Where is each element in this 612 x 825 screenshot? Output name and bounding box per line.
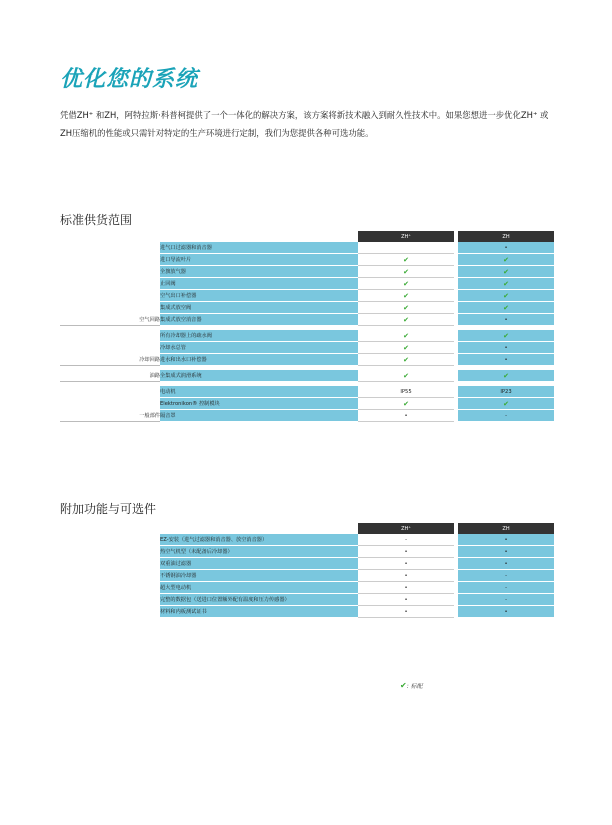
zh-plus-value: •	[358, 606, 454, 618]
options-section-title: 附加功能与可选件	[60, 502, 157, 516]
table-row	[60, 594, 554, 606]
zh-plus-value	[358, 354, 454, 366]
row-label: 集成式放空消音器	[160, 314, 358, 326]
row-label: 止回阀	[160, 278, 358, 290]
row-label: 隔音罩	[160, 410, 358, 422]
zh-plus-value	[358, 242, 454, 254]
zh-value	[458, 290, 554, 302]
zh-value: •	[458, 354, 554, 366]
zh-value	[458, 278, 554, 290]
zh-value	[458, 330, 554, 342]
zh-value	[458, 266, 554, 278]
zh-plus-value: •	[358, 582, 454, 594]
options-col-zh-plus: ZH⁺	[358, 523, 454, 534]
zh-value	[458, 398, 554, 410]
options-col-zh: ZH	[458, 523, 554, 534]
table-row	[60, 410, 554, 422]
group-label	[60, 254, 160, 266]
table-row	[60, 342, 554, 354]
header-blank	[160, 231, 358, 242]
zh-plus-value: IP55	[358, 386, 454, 398]
group-label	[60, 278, 160, 290]
zh-value: -	[458, 582, 554, 594]
group-label	[60, 398, 160, 410]
row-label: EZ-安装（进气过滤器和消音器、放空消音器）	[160, 534, 358, 546]
check-icon: ✔	[400, 681, 407, 690]
standard-scope-table	[60, 231, 554, 422]
zh-plus-value: •	[358, 570, 454, 582]
group-label	[60, 342, 160, 354]
group-label	[60, 534, 160, 546]
zh-value: -	[458, 594, 554, 606]
group-label	[60, 570, 160, 582]
row-label: 完整的数据包（送进口位置额外配有温度和压力传感器）	[160, 594, 358, 606]
row-label: 全旗放气器	[160, 266, 358, 278]
check-icon: ✔	[403, 279, 409, 288]
check-icon: ✔	[403, 255, 409, 264]
group-label: 空气回路	[60, 314, 160, 326]
group-label	[60, 330, 160, 342]
check-icon: ✔	[403, 355, 409, 364]
row-label: 进口导流叶片	[160, 254, 358, 266]
group-label	[60, 546, 160, 558]
options-table	[60, 523, 554, 618]
zh-plus-value	[358, 254, 454, 266]
table-row	[60, 398, 554, 410]
row-label: 超大型电动机	[160, 582, 358, 594]
row-label: 所有冷却器上的疏水阀	[160, 330, 358, 342]
zh-value: •	[458, 242, 554, 254]
table-row	[60, 546, 554, 558]
check-icon: ✔	[403, 343, 409, 352]
row-label: 双重油过滤器	[160, 558, 358, 570]
standard-header-row	[60, 231, 554, 242]
zh-value: •	[458, 534, 554, 546]
check-icon: ✔	[403, 315, 409, 324]
row-label: 不锈钢油冷却器	[160, 570, 358, 582]
zh-value: •	[458, 342, 554, 354]
table-row	[60, 330, 554, 342]
group-label	[60, 290, 160, 302]
page-title: 优化您的系统	[60, 67, 199, 92]
row-label: 进气口过滤器和消音器	[160, 242, 358, 254]
table-row	[60, 242, 554, 254]
zh-plus-value	[358, 302, 454, 314]
check-icon: ✔	[403, 399, 409, 408]
row-label: 冷却水总管	[160, 342, 358, 354]
check-icon: ✔	[503, 399, 509, 408]
table-row	[60, 386, 554, 398]
check-icon: ✔	[503, 255, 509, 264]
check-icon: ✔	[503, 303, 509, 312]
zh-value: -	[458, 410, 554, 422]
group-label	[60, 594, 160, 606]
check-icon: ✔	[403, 371, 409, 380]
table-row	[60, 606, 554, 618]
row-label: 空气出口补偿器	[160, 290, 358, 302]
zh-value: •	[458, 314, 554, 326]
table-row	[60, 582, 554, 594]
table-row	[60, 278, 554, 290]
row-label: 材料和内板测试证书	[160, 606, 358, 618]
zh-plus-value	[358, 342, 454, 354]
table-row	[60, 570, 554, 582]
zh-value: •	[458, 606, 554, 618]
standard-section-title: 标准供货范围	[60, 213, 133, 227]
group-label	[60, 606, 160, 618]
table-row	[60, 558, 554, 570]
zh-value	[458, 302, 554, 314]
zh-plus-value	[358, 398, 454, 410]
header-blank	[60, 523, 160, 534]
zh-value: -	[458, 570, 554, 582]
standard-col-zh-plus: ZH⁺	[358, 231, 454, 242]
row-label: 进水和出水口补偿器	[160, 354, 358, 366]
zh-value: IP23	[458, 386, 554, 398]
zh-plus-value: -	[358, 534, 454, 546]
standard-col-zh: ZH	[458, 231, 554, 242]
header-blank	[60, 231, 160, 242]
zh-plus-value: •	[358, 558, 454, 570]
zh-plus-value: •	[358, 410, 454, 422]
zh-plus-value	[358, 330, 454, 342]
group-label	[60, 242, 160, 254]
table-row	[60, 354, 554, 366]
zh-value	[458, 370, 554, 382]
row-label: 电动机	[160, 386, 358, 398]
table-row	[60, 314, 554, 326]
zh-plus-value: •	[358, 594, 454, 606]
check-icon: ✔	[503, 371, 509, 380]
check-icon: ✔	[403, 331, 409, 340]
check-icon: ✔	[503, 331, 509, 340]
group-label	[60, 582, 160, 594]
check-icon: ✔	[503, 279, 509, 288]
table-row	[60, 302, 554, 314]
group-label	[60, 302, 160, 314]
table-row	[60, 266, 554, 278]
row-label: 全集成式润滑系统	[160, 370, 358, 382]
group-label	[60, 386, 160, 398]
check-icon: ✔	[503, 291, 509, 300]
legend	[400, 681, 423, 690]
intro-paragraph: 凭借ZH⁺ 和ZH，阿特拉斯·科普柯提供了一个一体化的解决方案，该方案将新技术融入到耐久性技术中。如果您想进一步优化ZH⁺ 或ZH压缩机的性能或只需针对特定的生产环境进行定制，我们为您提供各种可选功能。	[60, 110, 549, 138]
zh-plus-value	[358, 266, 454, 278]
row-label: Elektronikon® 控制模块	[160, 398, 358, 410]
zh-value	[458, 254, 554, 266]
table-row	[60, 534, 554, 546]
zh-plus-value	[358, 314, 454, 326]
group-label: 油路	[60, 370, 160, 382]
zh-plus-value	[358, 290, 454, 302]
row-label: 热空气机型（未配备后冷却器）	[160, 546, 358, 558]
group-label: 一般部件	[60, 410, 160, 422]
legend-text: : 标配	[406, 683, 423, 690]
check-icon: ✔	[403, 267, 409, 276]
check-icon: ✔	[403, 291, 409, 300]
row-label: 集成式放空阀	[160, 302, 358, 314]
zh-value: •	[458, 546, 554, 558]
header-blank	[160, 523, 358, 534]
options-header-row	[60, 523, 554, 534]
zh-plus-value	[358, 278, 454, 290]
zh-value: •	[458, 558, 554, 570]
check-icon: ✔	[503, 267, 509, 276]
table-row	[60, 254, 554, 266]
group-label	[60, 558, 160, 570]
group-label: 冷却回路	[60, 354, 160, 366]
group-label	[60, 266, 160, 278]
check-icon: ✔	[403, 303, 409, 312]
table-row	[60, 370, 554, 382]
zh-plus-value: •	[358, 546, 454, 558]
zh-plus-value	[358, 370, 454, 382]
table-row	[60, 290, 554, 302]
